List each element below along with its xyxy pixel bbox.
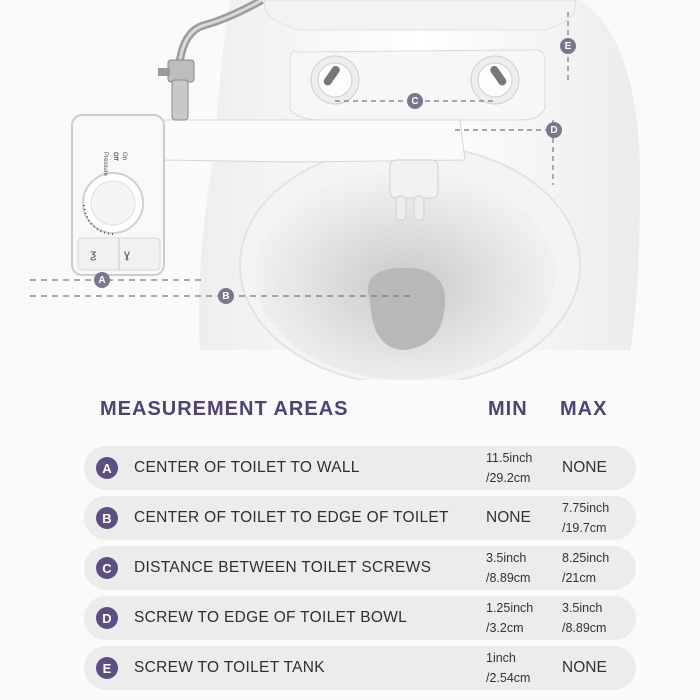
row-badge: A: [96, 457, 118, 479]
row-max-value: NONE: [562, 459, 607, 476]
measurement-row-d: [84, 596, 636, 640]
control-label-pressure: Pressure: [102, 152, 108, 177]
row-min-value: 1.25inch /3.2cm: [486, 601, 534, 635]
bidet-nozzle: [390, 160, 438, 198]
row-min-value: 3.5inch /8.89cm: [486, 551, 531, 585]
control-label-off: Off: [112, 152, 118, 161]
row-label: CENTER OF TOILET TO EDGE OF TOILET: [134, 509, 449, 526]
row-label: CENTER OF TOILET TO WALL: [134, 459, 360, 476]
measurement-row-b: [84, 496, 636, 540]
row-max-value: NONE: [562, 659, 607, 676]
svg-text:ɣ: ɣ: [124, 247, 131, 261]
row-badge: E: [96, 657, 118, 679]
row-badge: D: [96, 607, 118, 629]
row-min-value: NONE: [486, 509, 531, 526]
marker-c: C: [407, 93, 423, 109]
measurement-row-c: [84, 546, 636, 590]
row-label: SCREW TO TOILET TANK: [134, 659, 325, 676]
bidet-arm: [160, 120, 465, 162]
row-max-value: 8.25inch /21cm: [562, 551, 610, 585]
table-title: MEASUREMENT AREAS: [100, 398, 349, 420]
max-header: MAX: [560, 398, 608, 420]
marker-e: E: [560, 38, 576, 54]
measurement-table-header: [100, 398, 660, 426]
row-max-value: 3.5inch /8.89cm: [562, 601, 607, 635]
row-label: SCREW TO EDGE OF TOILET BOWL: [134, 609, 408, 626]
t-valve: [172, 80, 188, 120]
svg-text:ƺ: ƺ: [90, 247, 97, 261]
min-header: MIN: [488, 398, 528, 420]
measurement-row-a: [84, 446, 636, 490]
control-label-on: On: [121, 152, 127, 161]
row-max-value: 7.75inch /19.7cm: [562, 501, 610, 535]
row-min-value: 11.5inch /29.2cm: [486, 451, 533, 485]
marker-d: D: [546, 122, 562, 138]
row-badge: C: [96, 557, 118, 579]
row-badge: B: [96, 507, 118, 529]
marker-b: B: [218, 288, 234, 304]
marker-a: A: [94, 272, 110, 288]
row-label: DISTANCE BETWEEN TOILET SCREWS: [134, 559, 432, 576]
measurement-row-e: [84, 646, 636, 690]
row-min-value: 1inch /2.54cm: [486, 651, 531, 685]
